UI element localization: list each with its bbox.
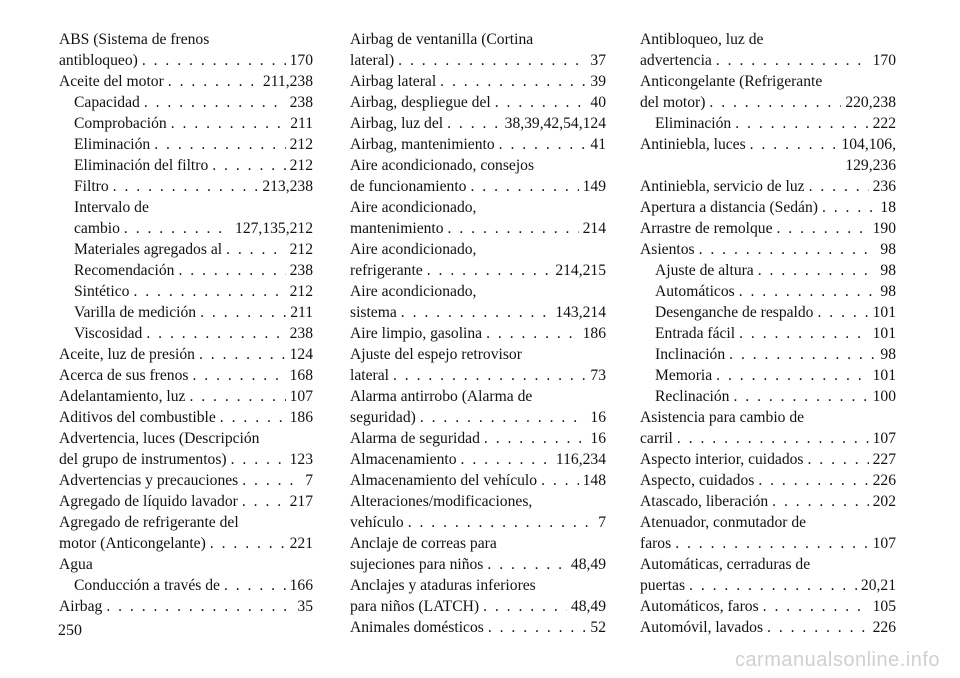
index-subentry (640, 365, 896, 386)
entry-label: antibloqueo) (59, 52, 138, 69)
entry-page-ref: 39 (590, 73, 606, 90)
dot-leader (106, 596, 293, 617)
dot-leader (242, 470, 301, 491)
index-heading-line: Anclaje de correas para (350, 535, 497, 552)
index-heading-line: Advertencia, luces (Descripción (59, 430, 260, 447)
index-entry (640, 197, 896, 218)
index-entry (640, 617, 896, 638)
entry-label: Aceite, luz de presión (59, 346, 195, 363)
dot-leader (427, 260, 552, 281)
index-subentry (59, 92, 313, 113)
entry-page-ref: 37 (590, 52, 606, 69)
index-heading-line: Agregado de refrigerante del (59, 514, 239, 531)
entry-label: Antiniebla, servicio de luz (640, 178, 805, 195)
entry-page-ref: 18 (880, 199, 896, 216)
entry-label: Almacenamiento (350, 451, 457, 468)
dot-leader (393, 365, 586, 386)
dot-leader (822, 197, 876, 218)
index-subentry (59, 113, 313, 134)
index-entry (350, 323, 606, 344)
index-entry (350, 470, 606, 491)
dot-leader (541, 470, 579, 491)
index-subentry (640, 113, 896, 134)
dot-leader (171, 113, 287, 134)
entry-page-ref: 238 (289, 325, 313, 342)
entry-page-ref: 170 (872, 52, 896, 69)
dot-leader (709, 92, 841, 113)
dot-leader (729, 344, 876, 365)
entry-label: Animales domésticos (350, 619, 484, 636)
index-subentry (59, 281, 313, 302)
index-entry (350, 71, 606, 92)
index-entry (350, 176, 606, 197)
entry-page-ref: 212 (289, 136, 313, 153)
entry-page-ref: 107 (872, 430, 896, 447)
index-heading-line: Aire acondicionado, (350, 241, 477, 258)
index-heading-line: Intervalo de (74, 199, 149, 216)
index-entry (350, 218, 606, 239)
entry-page-ref: 107 (289, 388, 313, 405)
index-heading-line: Aire acondicionado, (350, 199, 477, 216)
entry-label: Advertencias y precauciones (59, 472, 239, 489)
entry-label: sistema (350, 304, 397, 321)
entry-page-ref: 35 (297, 598, 313, 615)
dot-leader (220, 407, 286, 428)
index-column-3 (640, 29, 896, 638)
index-subentry (59, 218, 313, 239)
entry-label: sujeciones para niños (350, 556, 484, 573)
entry-label: lateral) (350, 52, 395, 69)
entry-label: Atascado, liberación (640, 493, 769, 510)
entry-page-ref: 40 (590, 94, 606, 111)
entry-label: Capacidad (74, 94, 140, 111)
entry-label: Aspecto, cuidados (640, 472, 755, 489)
index-entry (59, 596, 313, 617)
dot-leader (461, 449, 552, 470)
index-entry (640, 239, 896, 260)
entry-label: Antiniebla, luces (640, 136, 746, 153)
dot-leader (487, 554, 567, 575)
entry-label: Memoria (655, 367, 713, 384)
index-entry (350, 92, 606, 113)
dot-leader (401, 302, 552, 323)
entry-label: Comprobación (74, 115, 167, 132)
entry-label: Varilla de medición (74, 304, 197, 321)
dot-leader (200, 302, 286, 323)
dot-leader (189, 386, 285, 407)
entry-label: Apertura a distancia (Sedán) (640, 199, 818, 216)
entry-page-ref: 101 (872, 304, 896, 321)
entry-page-ref: 217 (289, 493, 313, 510)
entry-page-ref: 98 (880, 241, 896, 258)
index-entry (59, 386, 313, 407)
dot-leader (224, 575, 286, 596)
dot-leader (675, 533, 868, 554)
index-entry (640, 470, 896, 491)
dot-leader (488, 617, 587, 638)
dot-leader (113, 176, 259, 197)
index-column-1 (59, 29, 313, 617)
index-subentry (59, 260, 313, 281)
entry-label: del grupo de instrumentos) (59, 451, 227, 468)
dot-leader (242, 491, 286, 512)
entry-page-ref: 168 (289, 367, 313, 384)
entry-label: Aceite del motor (59, 73, 164, 90)
dot-leader (735, 113, 868, 134)
entry-page-ref: 226 (872, 472, 896, 489)
entry-page-ref: 166 (289, 577, 313, 594)
entry-page-ref: 38,39,42,54,124 (504, 115, 606, 132)
dot-leader (124, 218, 231, 239)
entry-label: Asientos (640, 241, 695, 258)
entry-label: Entrada fácil (655, 325, 736, 342)
entry-label: Ajuste de altura (655, 262, 754, 279)
entry-label: del motor) (640, 94, 706, 111)
entry-label: Airbag lateral (350, 73, 437, 90)
dot-leader (212, 155, 285, 176)
dot-leader (772, 491, 868, 512)
index-entry (640, 50, 896, 71)
index-entry (640, 428, 896, 449)
entry-label: Eliminación (74, 136, 151, 153)
dot-leader (767, 617, 869, 638)
index-subentry (59, 134, 313, 155)
index-entry (350, 50, 606, 71)
entry-label: Viscosidad (74, 325, 143, 342)
entry-page-ref: 48,49 (570, 598, 606, 615)
index-heading-line: Alteraciones/modificaciones, (350, 493, 533, 510)
entry-label: Arrastre de remolque (640, 220, 773, 237)
entry-label: Automáticos (655, 283, 735, 300)
entry-page-ref: 214 (582, 220, 606, 237)
dot-leader (733, 386, 868, 407)
dot-leader (178, 260, 285, 281)
entry-label: refrigerante (350, 262, 423, 279)
dot-leader (226, 239, 286, 260)
index-subentry (640, 302, 896, 323)
entry-label: cambio (74, 220, 120, 237)
dot-leader (484, 428, 587, 449)
entry-page-ref: 127,135,212 (235, 220, 313, 237)
dot-leader (750, 134, 838, 155)
index-heading-line: Aire acondicionado, (350, 283, 477, 300)
entry-label: Recomendación (74, 262, 175, 279)
dot-leader (408, 512, 595, 533)
entry-label: para niños (LATCH) (350, 598, 480, 615)
index-entry (640, 491, 896, 512)
index-entry (640, 176, 896, 197)
index-subentry (59, 302, 313, 323)
index-entry (640, 449, 896, 470)
dot-leader (739, 281, 877, 302)
dot-leader (817, 302, 868, 323)
entry-label: Agregado de líquido lavador (59, 493, 238, 510)
entry-label: Filtro (74, 178, 109, 195)
entry-label: carril (640, 430, 673, 447)
index-heading-line: Anclajes y ataduras inferiores (350, 577, 536, 594)
dot-leader (398, 50, 586, 71)
entry-label: Adelantamiento, luz (59, 388, 186, 405)
entry-page-ref: 107 (872, 535, 896, 552)
entry-page-ref: 212 (289, 241, 313, 258)
entry-page-ref: 52 (590, 619, 606, 636)
entry-label: advertencia (640, 52, 712, 69)
dot-leader (716, 365, 868, 386)
index-entry (350, 302, 606, 323)
index-heading-line: Ajuste del espejo retrovisor (350, 346, 522, 363)
entry-page-ref: 148 (582, 472, 606, 489)
entry-label: Aspecto interior, cuidados (640, 451, 804, 468)
entry-label: Aditivos del combustible (59, 409, 216, 426)
index-subentry (59, 575, 313, 596)
index-column-2 (350, 29, 606, 638)
dot-leader (144, 92, 286, 113)
dot-leader (716, 50, 869, 71)
index-entry (640, 134, 896, 155)
entry-page-ref-continued: 129,236 (845, 157, 896, 174)
entry-page-ref: 98 (880, 262, 896, 279)
index-heading-line: Agua (59, 556, 93, 573)
index-entry (350, 428, 606, 449)
entry-page-ref: 123 (289, 451, 313, 468)
index-entry (350, 113, 606, 134)
entry-page-ref: 213,238 (262, 178, 313, 195)
entry-page-ref: 20,21 (860, 577, 896, 594)
dot-leader (809, 176, 869, 197)
entry-page-ref: 211,238 (262, 73, 313, 90)
entry-page-ref: 105 (872, 598, 896, 615)
entry-page-ref: 98 (880, 283, 896, 300)
entry-page-ref: 238 (289, 94, 313, 111)
entry-label: motor (Anticongelante) (59, 535, 206, 552)
page-number: 250 (58, 622, 82, 639)
dot-leader (677, 428, 869, 449)
index-entry (640, 596, 896, 617)
entry-page-ref: 202 (872, 493, 896, 510)
dot-leader (689, 575, 857, 596)
entry-page-ref: 73 (590, 367, 606, 384)
entry-page-ref: 212 (289, 157, 313, 174)
entry-label: seguridad) (350, 409, 416, 426)
entry-label: Automáticos, faros (640, 598, 759, 615)
dot-leader (758, 470, 868, 491)
index-heading-line: Asistencia para cambio de (640, 409, 805, 426)
index-subentry (640, 281, 896, 302)
index-subentry (640, 386, 896, 407)
entry-page-ref: 48,49 (570, 556, 606, 573)
entry-label: Eliminación (655, 115, 732, 132)
entry-page-ref: 101 (872, 325, 896, 342)
entry-page-ref: 124 (289, 346, 313, 363)
dot-leader (470, 176, 578, 197)
index-heading-line: Anticongelante (Refrigerante (640, 73, 823, 90)
index-subentry (640, 260, 896, 281)
dot-leader (154, 134, 285, 155)
index-heading-line: Aire acondicionado, consejos (350, 157, 535, 174)
dot-leader (447, 113, 501, 134)
entry-label: Desenganche de respaldo (655, 304, 814, 321)
index-subentry (59, 176, 313, 197)
dot-leader (448, 218, 579, 239)
entry-label: Alarma de seguridad (350, 430, 480, 447)
entry-label: Airbag, luz del (350, 115, 444, 132)
entry-page-ref: 211 (290, 304, 313, 321)
index-entry (59, 491, 313, 512)
entry-page-ref: 186 (289, 409, 313, 426)
entry-label: Automóvil, lavados (640, 619, 764, 636)
dot-leader (146, 323, 285, 344)
dot-leader (420, 407, 587, 428)
entry-label: lateral (350, 367, 389, 384)
entry-label: Airbag, despliegue del (350, 94, 491, 111)
dot-leader (758, 260, 877, 281)
index-entry (59, 365, 313, 386)
dot-leader (168, 71, 259, 92)
entry-page-ref: 222 (872, 115, 896, 132)
entry-page-ref: 190 (872, 220, 896, 237)
index-entry (350, 617, 606, 638)
entry-label: de funcionamiento (350, 178, 467, 195)
index-heading-line: Automáticas, cerraduras de (640, 556, 811, 573)
dot-leader (192, 365, 285, 386)
index-entry (350, 554, 606, 575)
watermark-logo: carmanualsonline.info (734, 649, 940, 671)
entry-label: Aire limpio, gasolina (350, 325, 483, 342)
index-subentry (59, 155, 313, 176)
entry-page-ref: 100 (872, 388, 896, 405)
dot-leader (495, 92, 587, 113)
entry-label: puertas (640, 577, 686, 594)
entry-page-ref: 236 (872, 178, 896, 195)
dot-leader (199, 344, 286, 365)
index-entry (350, 596, 606, 617)
index-entry (350, 260, 606, 281)
index-entry (59, 71, 313, 92)
dot-leader (777, 218, 869, 239)
dot-leader (739, 323, 869, 344)
entry-page-ref: 221 (289, 535, 313, 552)
entry-label: Almacenamiento del vehículo (350, 472, 538, 489)
entry-page-ref: 98 (880, 346, 896, 363)
index-heading-line: Atenuador, conmutador de (640, 514, 807, 531)
index-entry (350, 134, 606, 155)
entry-label: faros (640, 535, 672, 552)
dot-leader (808, 449, 869, 470)
index-entry (640, 533, 896, 554)
index-entry (640, 218, 896, 239)
index-entry (59, 449, 313, 470)
dot-leader (210, 533, 286, 554)
entry-page-ref: 170 (289, 52, 313, 69)
entry-label: vehículo (350, 514, 404, 531)
entry-page-ref: 186 (582, 325, 606, 342)
entry-label: Inclinación (655, 346, 726, 363)
dot-leader (483, 596, 567, 617)
entry-page-ref: 226 (872, 619, 896, 636)
index-entry (350, 449, 606, 470)
entry-label: Acerca de sus frenos (59, 367, 189, 384)
index-entry (59, 470, 313, 491)
index-subentry (640, 344, 896, 365)
entry-label: Eliminación del filtro (74, 157, 209, 174)
index-entry (59, 50, 313, 71)
dot-leader (142, 50, 286, 71)
entry-page-ref: 16 (590, 430, 606, 447)
entry-label: Airbag (59, 598, 103, 615)
entry-page-ref: 227 (872, 451, 896, 468)
index-entry (640, 92, 896, 113)
index-entry (350, 365, 606, 386)
index-subentry (59, 323, 313, 344)
entry-label: Conducción a través de (74, 577, 220, 594)
index-heading-line: Airbag de ventanilla (Cortina (350, 31, 534, 48)
entry-label: Airbag, mantenimiento (350, 136, 495, 153)
index-entry (640, 575, 896, 596)
index-entry (350, 512, 606, 533)
dot-leader (486, 323, 579, 344)
index-heading-line: Alarma antirrobo (Alarma de (350, 388, 533, 405)
index-heading-line: ABS (Sistema de frenos (59, 31, 210, 48)
index-entry (59, 407, 313, 428)
entry-page-ref: 104,106, (841, 136, 896, 153)
entry-page-ref: 7 (598, 514, 606, 531)
entry-label: mantenimiento (350, 220, 444, 237)
index-entry (59, 533, 313, 554)
index-subentry (59, 239, 313, 260)
entry-page-ref: 211 (290, 115, 313, 132)
entry-page-ref: 41 (590, 136, 606, 153)
entry-page-ref: 220,238 (845, 94, 896, 111)
entry-page-ref: 143,214 (555, 304, 606, 321)
entry-label: Reclinación (655, 388, 730, 405)
index-entry (59, 344, 313, 365)
dot-leader (231, 449, 286, 470)
index-subentry (640, 323, 896, 344)
dot-leader (440, 71, 586, 92)
dot-leader (499, 134, 587, 155)
entry-page-ref: 214,215 (555, 262, 606, 279)
dot-leader (763, 596, 869, 617)
entry-page-ref: 7 (305, 472, 313, 489)
entry-label: Materiales agregados al (74, 241, 223, 258)
dot-leader (699, 239, 877, 260)
entry-label: Sintético (74, 283, 130, 300)
entry-page-ref: 212 (289, 283, 313, 300)
entry-page-ref: 238 (289, 262, 313, 279)
dot-leader (133, 281, 285, 302)
entry-page-ref: 116,234 (555, 451, 606, 468)
entry-page-ref: 16 (590, 409, 606, 426)
index-heading-line: Antibloqueo, luz de (640, 31, 764, 48)
entry-page-ref: 101 (872, 367, 896, 384)
entry-page-ref: 149 (582, 178, 606, 195)
index-entry (350, 407, 606, 428)
